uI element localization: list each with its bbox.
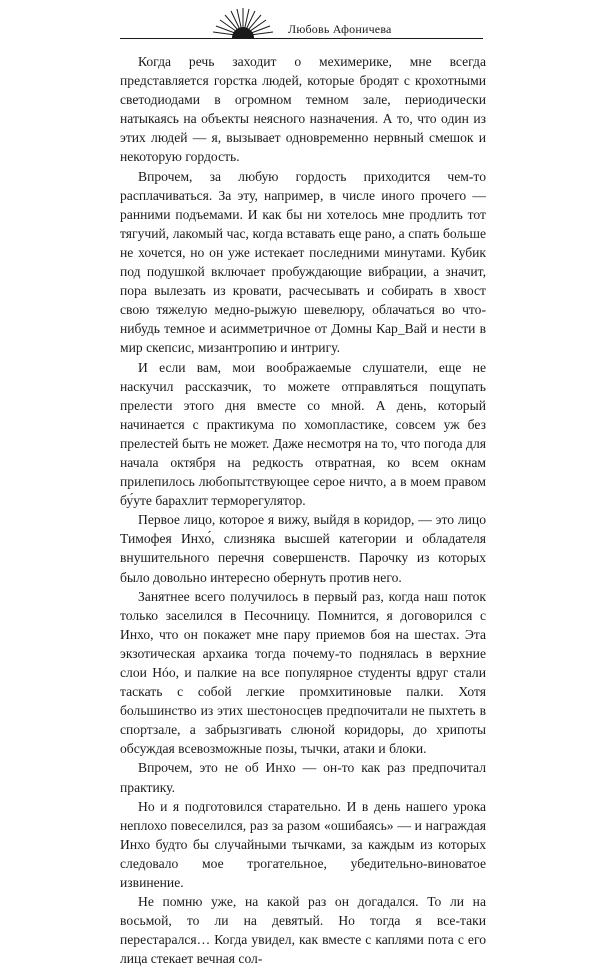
author-name: Любовь Афоничева [288, 22, 392, 36]
paragraph: Когда речь заходит о мехимерике, мне всегда представляется горстка людей, которые бродят с крохотными светодиодами в огромном темном зале, периодически натыкаясь на объекты неясного назначения. А то, что один из этих людей — я, вызывает одновременно нервный смешок и некоторую гордость. [120, 54, 486, 165]
sunburst-icon [208, 2, 278, 42]
body-text [120, 52, 486, 969]
paragraph: Впрочем, это не об Инхо — он-то как раз предпочитал практику. [120, 760, 486, 795]
paragraph: Не помню уже, на какой раз он догадался. То ли на восьмой, то ли на девятый. Но тогда я все-таки перестарался… Когда увидел, как вместе с каплями пота с его лица стекает вечная сол- [120, 894, 486, 967]
paragraph: Впрочем, за любую гордость приходится чем-то расплачиваться. За эту, например, в числе иного прочего — ранними подъемами. И как бы ни хотелось мне продлить тот тягучий, лакомый час, когда вставать еще рано, а спать больше не хочется, но он уже истекает последними минутами. Кубик под подушкой включает пробуждающие вибрации, а значит, пора вылезать из кровати, расчесывать и собирать в хвост свою тяжелую медно-рыжую шевелюру, облачаться во что-нибудь темное и асимметричное от Домны Кар_Вай и нести в мир скепсис, мизантропию и интригу. [120, 168, 486, 356]
paragraph: Первое лицо, которое я вижу, выйдя в коридор, — это лицо Тимофея Инхо́, слизняка высшей категории и обладателя внушительного перечня совершенств. Парочку из которых было довольно интересно обернуть против него. [120, 512, 486, 585]
paragraph: И если вам, мои воображаемые слушатели, еще не наскучил рассказчик, то можете отправляться пощупать прелести этого дня вместе со мной. А день, который начинается с практикума по хомопластике, совсем уж без прелестей быть не может. Даже несмотря на то, что погода для начала октября на редкость отвратная, ко всем окнам прилепилось любопытствующее серое ничто, а в моем правом бу́уте барахлит терморегулятор. [120, 359, 486, 509]
header-rule [120, 38, 483, 39]
paragraph: Но и я подготовился старательно. И в день нашего урока неплохо повеселился, раз за разом «ошибаясь» — и награждая Инхо будто бы случайными тычками, за каждым из которых следовало мое трогательное, убедительно-виноватое извинение. [120, 798, 486, 891]
paragraph: Занятнее всего получилось в первый раз, когда наш поток только заселился в Песочницу. Помнится, я договорился с Инхо, что он покажет мне пару приемов боя на шестах. Эта экзотическая архаика тогда почему-то поднялась в верхние слои Нóо, и палкие на все популярное студенты вдруг стали таскать с собой легкие промхитиновые палки. Хотя большинство из этих шестоносцев предпочитали не пыхтеть в спортзале, а забрызгивать слюной коридоры, до хрипоты обсуждая всевозможные позы, тычки, атаки и блоки. [120, 588, 486, 757]
running-header [0, 0, 600, 50]
